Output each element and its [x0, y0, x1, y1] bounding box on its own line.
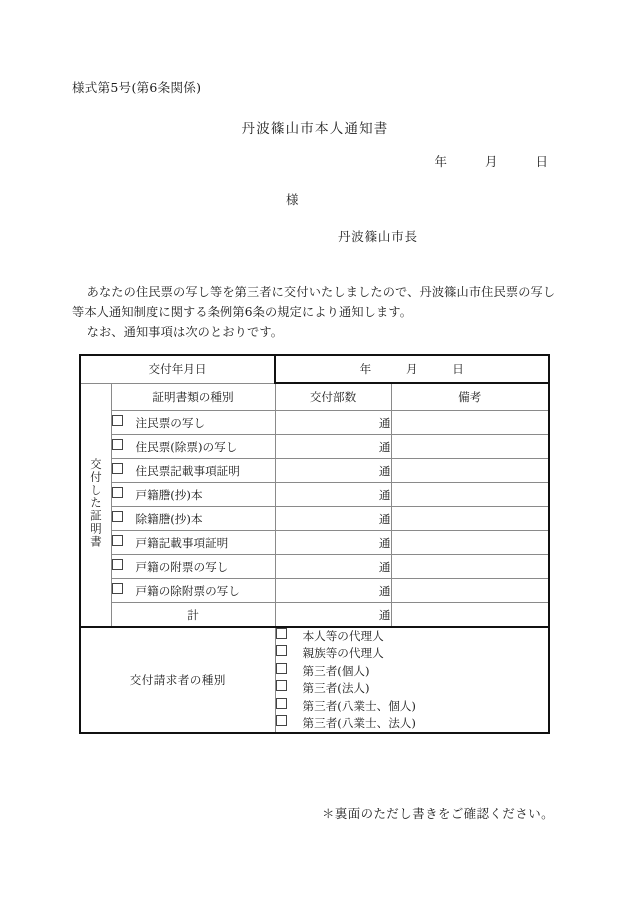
date-day-label: 日 [535, 154, 548, 169]
remarks-cell[interactable] [391, 411, 549, 435]
copies-cell[interactable] [275, 579, 391, 603]
table-row [80, 459, 549, 483]
checkbox-icon[interactable] [112, 463, 123, 474]
copies-cell[interactable] [275, 411, 391, 435]
table-row [80, 507, 549, 531]
checkbox-icon[interactable] [276, 698, 287, 709]
certificate-type-cell[interactable] [111, 579, 275, 603]
certificate-type-cell[interactable] [111, 555, 275, 579]
remarks-cell[interactable] [391, 555, 549, 579]
table-row [80, 555, 549, 579]
requester-option[interactable] [276, 663, 549, 680]
column-header-copies: 交付部数 [275, 383, 391, 411]
copies-unit-label: 通 [378, 463, 391, 478]
requester-option[interactable] [276, 715, 549, 732]
certificate-type-label: 除籍謄(抄)本 [135, 511, 203, 526]
requester-option-label: 第三者(法人) [302, 681, 370, 696]
table-row-issue-date [80, 355, 549, 383]
checkbox-icon[interactable] [112, 583, 123, 594]
copies-unit-label: 通 [378, 415, 391, 430]
addressee-honorific: 様 [286, 192, 299, 207]
requester-option-label: 本人等の代理人 [302, 629, 384, 643]
table-row-total [80, 603, 549, 628]
certificate-type-label: 戸籍の除附票の写し [135, 583, 240, 598]
requester-type-options [275, 627, 549, 733]
document-date-line [300, 152, 548, 170]
total-unit-label: 通 [378, 607, 391, 622]
copies-cell[interactable] [275, 435, 391, 459]
issue-date-year-label: 年 [359, 362, 372, 376]
checkbox-icon[interactable] [112, 535, 123, 546]
checkbox-icon[interactable] [276, 663, 287, 674]
checkbox-icon[interactable] [112, 559, 123, 570]
copies-unit-label: 通 [378, 511, 391, 526]
checkbox-icon[interactable] [276, 628, 287, 639]
issue-date-day-label: 日 [452, 362, 465, 376]
body-text [72, 282, 560, 342]
requester-option-label: 第三者(八業士、個人) [302, 698, 416, 713]
copies-unit-label: 通 [378, 439, 391, 454]
table-row [80, 435, 549, 459]
table-row [80, 531, 549, 555]
remarks-cell[interactable] [391, 483, 549, 507]
form-number: 様式第5号(第6条関係) [72, 80, 202, 95]
requester-option[interactable] [276, 680, 549, 697]
requester-option-label: 親族等の代理人 [302, 646, 384, 661]
certificate-type-label: 注民票の写し [135, 415, 206, 430]
certificate-type-cell[interactable] [111, 483, 275, 507]
certificate-type-label: 戸籍記載事項証明 [135, 535, 229, 550]
copies-cell[interactable] [275, 531, 391, 555]
requester-option[interactable] [276, 645, 549, 662]
issue-date-month-label: 月 [405, 362, 419, 376]
checkbox-icon[interactable] [276, 715, 287, 726]
copies-unit-label: 通 [378, 559, 391, 574]
certificate-type-cell[interactable] [111, 531, 275, 555]
issuer-name: 丹波篠山市長 [338, 229, 418, 244]
issue-date-value[interactable] [275, 355, 549, 383]
copies-cell[interactable] [275, 555, 391, 579]
copies-unit-label: 通 [378, 583, 391, 598]
remarks-cell[interactable] [391, 507, 549, 531]
column-header-type: 証明書類の種別 [111, 383, 275, 411]
issue-date-label: 交付年月日 [80, 355, 275, 383]
checkbox-icon[interactable] [276, 680, 287, 691]
requester-option[interactable] [276, 698, 549, 715]
requester-option-label: 第三者(八業士、法人) [302, 716, 416, 731]
checkbox-icon[interactable] [112, 415, 123, 426]
column-header-remarks: 備考 [391, 383, 549, 411]
certificate-type-cell[interactable] [111, 435, 275, 459]
certificate-type-cell[interactable] [111, 507, 275, 531]
total-remarks-cell[interactable] [391, 603, 549, 628]
certificate-type-label: 住民票記載事項証明 [135, 463, 240, 478]
checkbox-icon[interactable] [112, 511, 123, 522]
date-year-label: 年 [434, 154, 447, 169]
certificate-type-label: 戸籍の附票の写し [135, 559, 229, 574]
footer-note: ＊裏面のただし書きをご確認ください。 [321, 806, 554, 821]
copies-cell[interactable] [275, 459, 391, 483]
copies-unit-label: 通 [378, 487, 391, 502]
table-row [80, 483, 549, 507]
table-row-column-headers [80, 383, 549, 411]
copies-cell[interactable] [275, 483, 391, 507]
total-copies-cell[interactable] [275, 603, 391, 628]
total-label: 計 [111, 603, 275, 628]
document-title: 丹波篠山市本人通知書 [241, 121, 389, 137]
requester-type-label: 交付請求者の種別 [80, 627, 275, 733]
table-row [80, 579, 549, 603]
copies-cell[interactable] [275, 507, 391, 531]
requester-option-label: 第三者(個人) [302, 663, 370, 678]
body-paragraph-1: あなたの住民票の写し等を第三者に交付いたしましたので、丹波篠山市住民票の写し等本人通知制度に関する条例第6条の規定により通知します。 [72, 285, 556, 319]
checkbox-icon[interactable] [276, 645, 287, 656]
certificate-type-cell[interactable] [111, 411, 275, 435]
remarks-cell[interactable] [391, 531, 549, 555]
checkbox-icon[interactable] [112, 439, 123, 450]
certificate-type-cell[interactable] [111, 459, 275, 483]
remarks-cell[interactable] [391, 579, 549, 603]
remarks-cell[interactable] [391, 435, 549, 459]
notification-table [79, 354, 550, 734]
issued-certificates-vertical-label [80, 383, 111, 627]
vertical-label-text: 交付した証明書 [88, 458, 103, 549]
certificate-type-label: 戸籍謄(抄)本 [135, 487, 203, 502]
body-paragraph-2: なお、通知事項は次のとおりです。 [86, 325, 284, 339]
date-month-label: 月 [484, 154, 498, 169]
requester-option[interactable] [276, 628, 549, 645]
certificate-type-label: 住民票(除票)の写し [135, 439, 238, 454]
table-row-requester-type [80, 627, 549, 733]
checkbox-icon[interactable] [112, 487, 123, 498]
remarks-cell[interactable] [391, 459, 549, 483]
table-row [80, 411, 549, 435]
copies-unit-label: 通 [378, 535, 391, 550]
